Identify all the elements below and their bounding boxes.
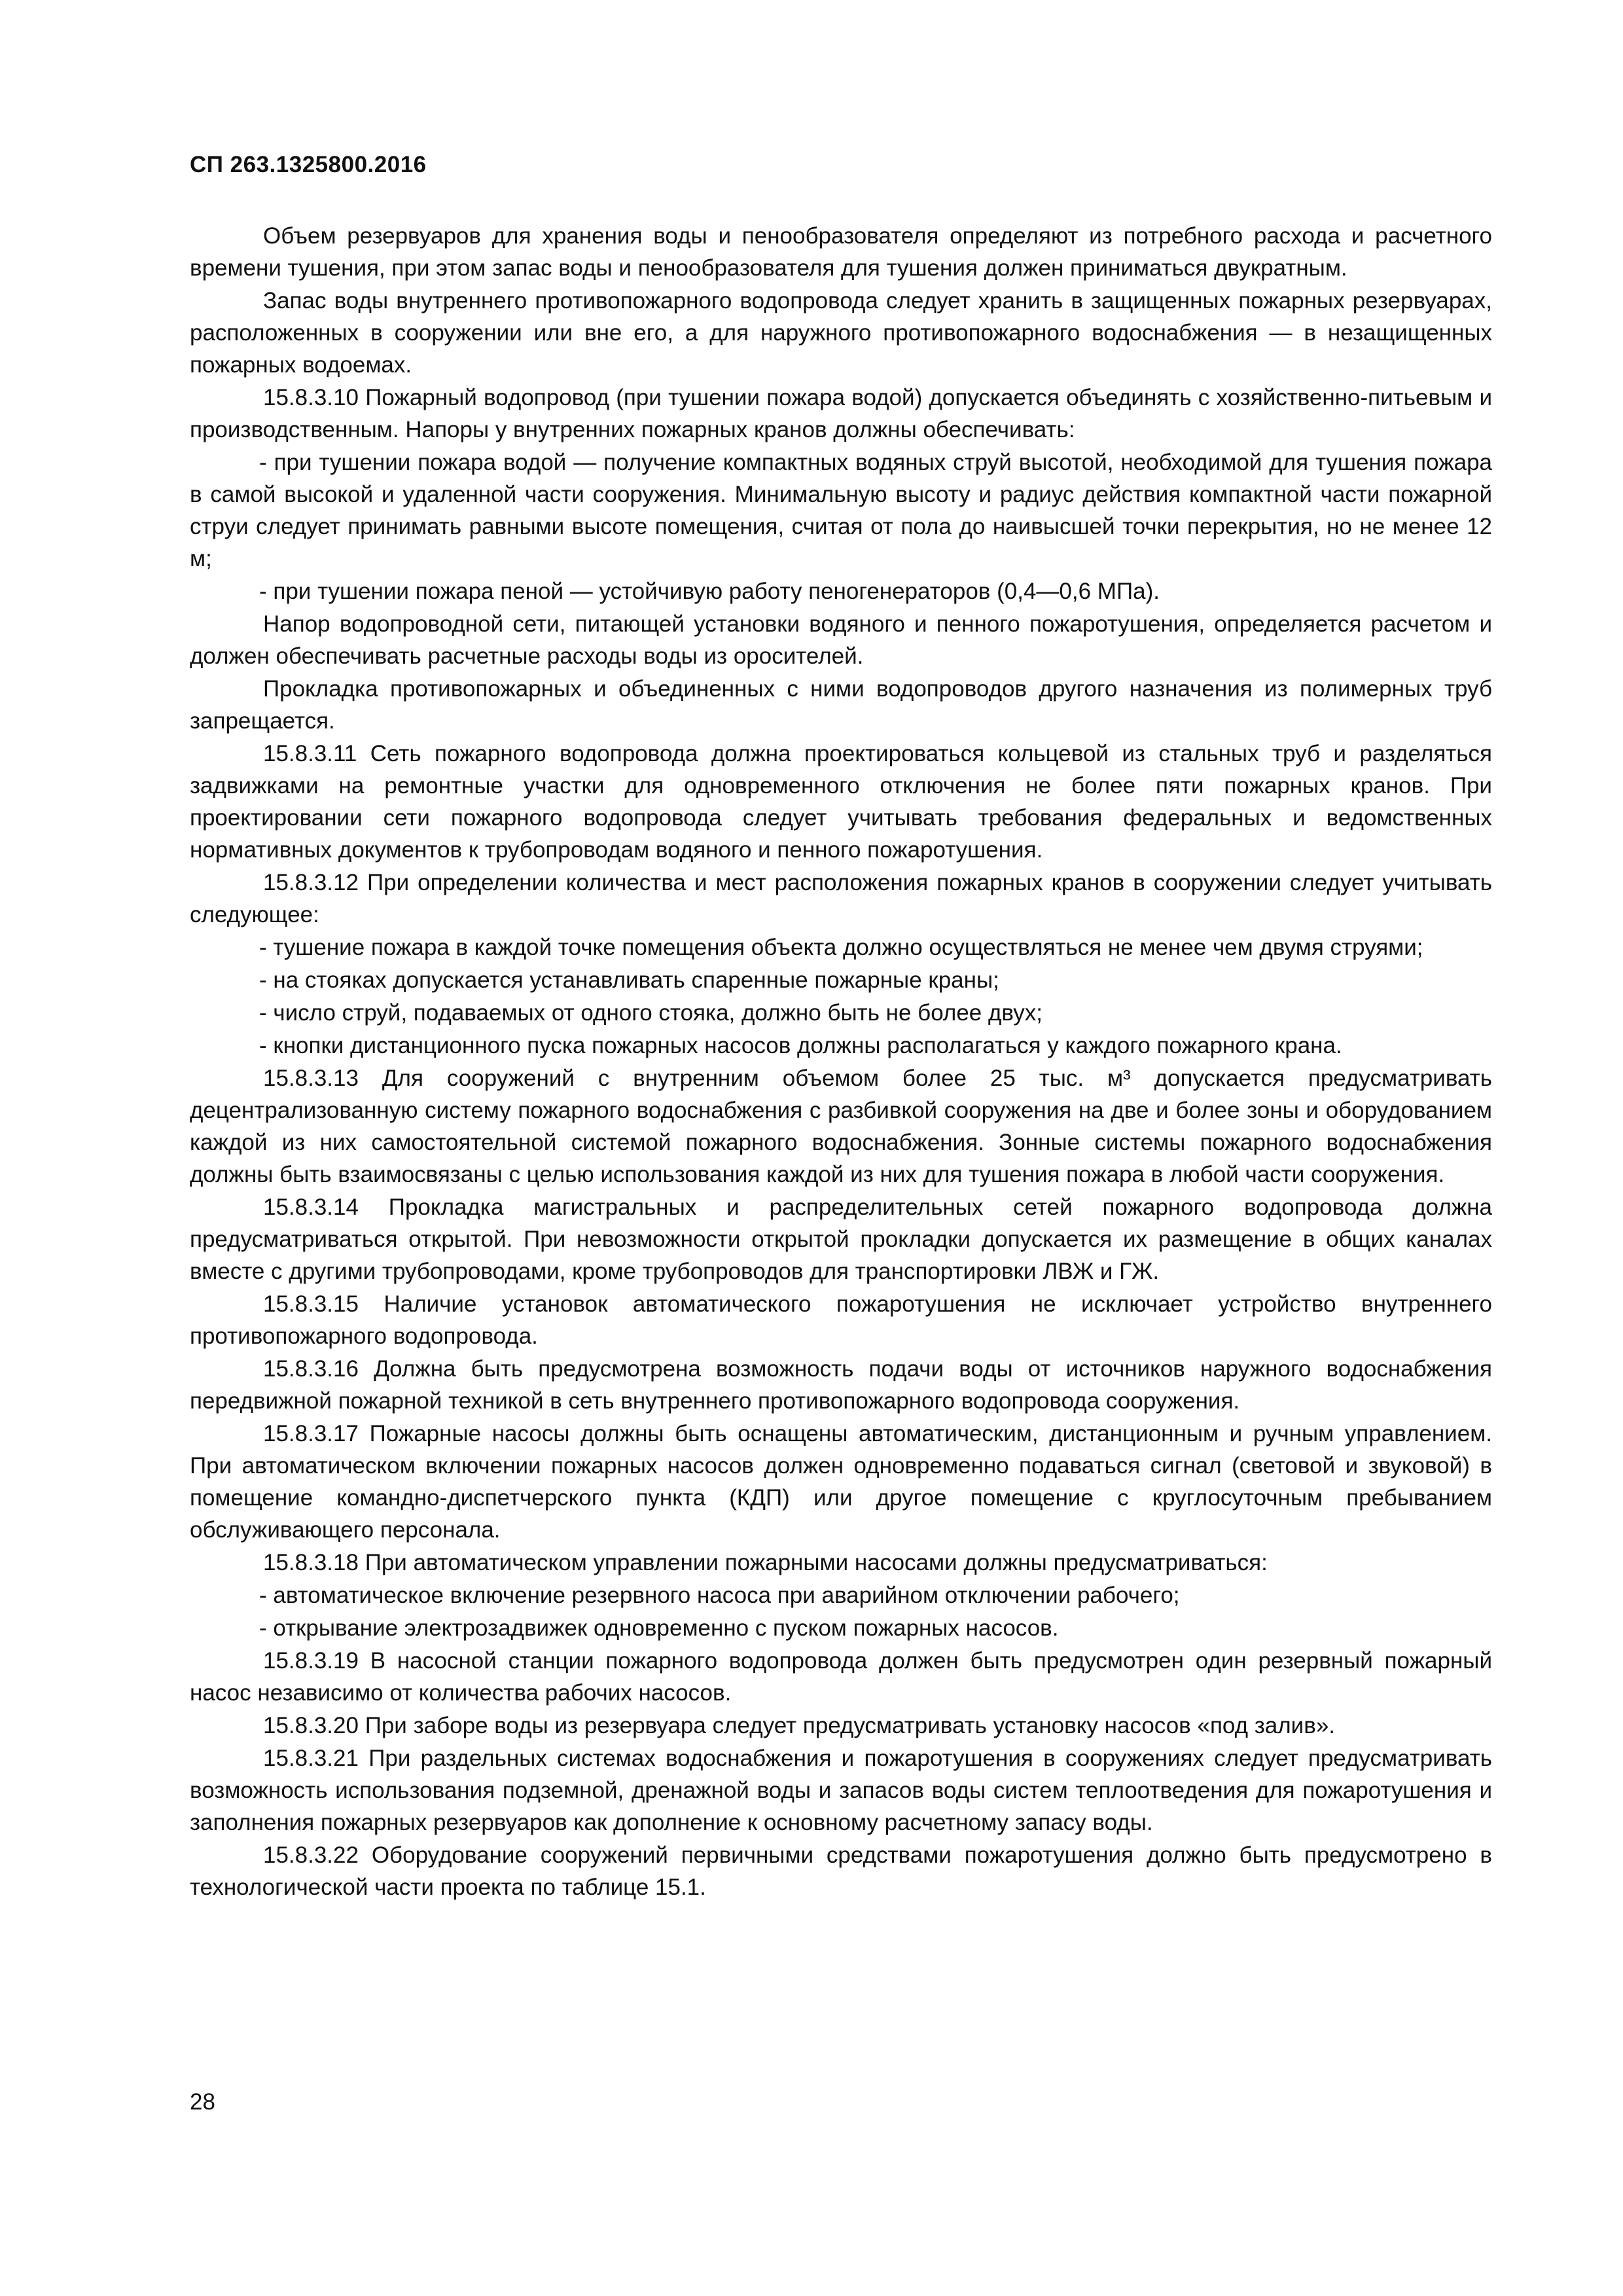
paragraph: Объем резервуаров для хранения воды и пенообразователя определяют из потребного расхода и расчетного времени тушения, при этом запас воды и пенообразователя для тушения должен приниматься двукратным.	[190, 223, 1492, 281]
clause-15-8-3-21: 15.8.3.21 При раздельных системах водоснабжения и пожаротушения в сооружениях следует предусматривать возможность использования подземной, дренажной воды и запасов воды систем теплоотведения для пожаротушения и заполнения пожарных резервуаров как дополнение к основному расчетному запасу воды.	[190, 1746, 1492, 1835]
clause-15-8-3-17: 15.8.3.17 Пожарные насосы должны быть оснащены автоматическим, дистанционным и ручным управлением. При автоматическом включении пожарных насосов должен одновременно подаваться сигнал (световой и звуковой) в помещение командно-диспетчерского пункта (КДП) или другое помещение с круглосуточным пребыванием обслуживающего персонала.	[190, 1421, 1492, 1543]
list-item: - автоматическое включение резервного насоса при аварийном отключении рабочего;	[259, 1583, 1180, 1608]
list-item: - тушение пожара в каждой точке помещения объекта должно осуществляться не менее чем двумя струями;	[259, 935, 1423, 960]
clause-15-8-3-18: 15.8.3.18 При автоматическом управлении пожарными насосами должны предусматриваться:	[263, 1550, 1268, 1575]
list-item: - число струй, подаваемых от одного стояка, должно быть не более двух;	[259, 1000, 1043, 1026]
clause-15-8-3-11: 15.8.3.11 Сеть пожарного водопровода должна проектироваться кольцевой из стальных труб и разделяться задвижками на ремонтные участки для одновременного отключения не более пяти пожарных кранов. При проектировании сети пожарного водопровода следует учитывать требования федеральных и ведомственных нормативных документов к трубопроводам водяного и пенного пожаротушения.	[190, 741, 1492, 863]
list-item: - открывание электрозадвижек одновременно с пуском пожарных насосов.	[259, 1615, 1059, 1641]
page-number: 28	[190, 2089, 215, 2115]
document-code-header: СП 263.1325800.2016	[190, 152, 427, 177]
clause-15-8-3-22: 15.8.3.22 Оборудование сооружений первичными средствами пожаротушения должно быть предусмотрено в технологической части проекта по таблице 15.1.	[190, 1842, 1492, 1900]
list-item: - на стояках допускается устанавливать спаренные пожарные краны;	[259, 967, 999, 993]
list-item: - при тушении пожара водой — получение компактных водяных струй высотой, необходимой для тушения пожара в самой высокой и удаленной части сооружения. Минимальную высоту и радиус действия компактной части пожарной струи следует принимать равными высоте помещения, считая от пола до наивысшей точки перекрытия, но не менее 12 м;	[190, 450, 1492, 571]
clause-15-8-3-13: 15.8.3.13 Для сооружений с внутренним объемом более 25 тыс. м³ допускается предусматривать децентрализованную систему пожарного водоснабжения с разбивкой сооружения на две и более зоны и оборудованием каждой из них самостоятельной системой пожарного водоснабжения. Зонные системы пожарного водоснабжения должны быть взаимосвязаны с целью использования каждой из них для тушения пожара в любой части сооружения.	[190, 1066, 1492, 1187]
list-item: - кнопки дистанционного пуска пожарных насосов должны располагаться у каждого пожарного крана.	[259, 1033, 1342, 1058]
paragraph: Запас воды внутреннего противопожарного водопровода следует хранить в защищенных пожарных резервуарах, расположенных в сооружении или вне его, а для наружного противопожарного водоснабжения — в незащищенных пожарных водоемах.	[190, 288, 1492, 378]
list-item: - при тушении пожара пеной — устойчивую работу пеногенераторов (0,4—0,6 МПа).	[259, 579, 1160, 604]
clause-15-8-3-19: 15.8.3.19 В насосной станции пожарного водопровода должен быть предусмотрен один резервный пожарный насос независимо от количества рабочих насосов.	[190, 1648, 1492, 1706]
clause-15-8-3-20: 15.8.3.20 При заборе воды из резервуара следует предусматривать установку насосов «под залив».	[263, 1713, 1336, 1738]
clause-15-8-3-12: 15.8.3.12 При определении количества и мест расположения пожарных кранов в сооружении следует учитывать следующее:	[190, 870, 1492, 927]
clause-15-8-3-15: 15.8.3.15 Наличие установок автоматического пожаротушения не исключает устройство внутреннего противопожарного водопровода.	[190, 1291, 1492, 1349]
clause-15-8-3-14: 15.8.3.14 Прокладка магистральных и распределительных сетей пожарного водопровода должна предусматриваться открытой. При невозможности открытой прокладки допускается их размещение в общих каналах вместе с другими трубопроводами, кроме трубопроводов для транспортировки ЛВЖ и ГЖ.	[190, 1194, 1492, 1284]
paragraph: Напор водопроводной сети, питающей установки водяного и пенного пожаротушения, определяется расчетом и должен обеспечивать расчетные расходы воды из оросителей.	[190, 611, 1492, 669]
clause-15-8-3-16: 15.8.3.16 Должна быть предусмотрена возможность подачи воды от источников наружного водоснабжения передвижной пожарной техникой в сеть внутреннего противопожарного водопровода сооружения.	[190, 1356, 1492, 1414]
body-text	[190, 220, 1492, 1904]
paragraph: Прокладка противопожарных и объединенных с ними водопроводов другого назначения из полимерных труб запрещается.	[190, 676, 1492, 734]
clause-15-8-3-10: 15.8.3.10 Пожарный водопровод (при тушении пожара водой) допускается объединять с хозяйственно-питьевым и производственным. Напоры у внутренних пожарных кранов должны обеспечивать:	[190, 385, 1492, 442]
